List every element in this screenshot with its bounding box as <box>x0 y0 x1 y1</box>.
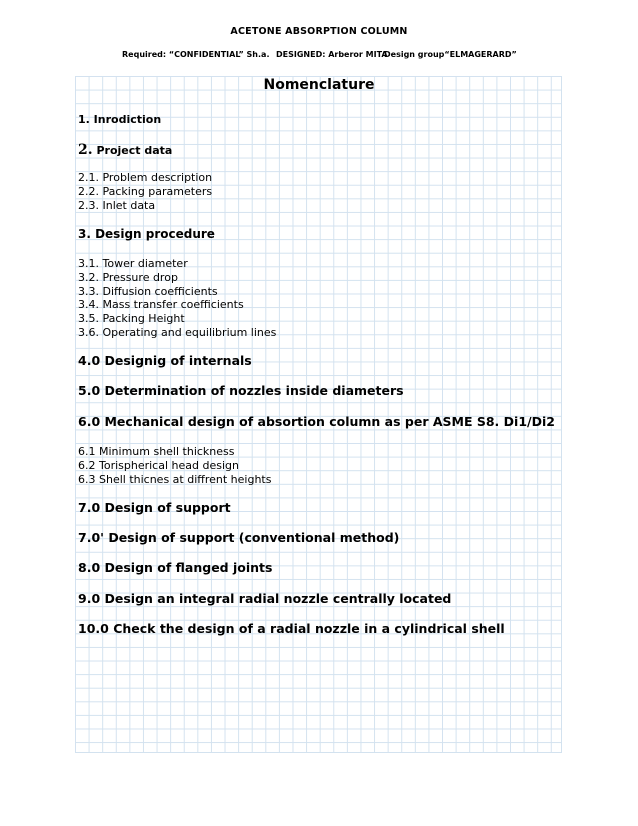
list-item: 3.5. Packing Height <box>78 312 185 325</box>
section-7-heading: 7.0 Design of support <box>78 500 231 515</box>
list-item: 2.2. Packing parameters <box>78 185 213 198</box>
designed-label: DESIGNED: Arberor MITA <box>276 50 388 59</box>
section-10-heading: 10.0 Check the design of a radial nozzle in a cylindrical shell <box>78 621 505 636</box>
list-item: 3.4. Mass transfer coefficients <box>78 298 244 311</box>
section-2-text: Project data <box>92 144 173 157</box>
list-item: 6.2 Torispherical head design <box>78 459 239 472</box>
list-item: 3.1. Tower diameter <box>78 257 188 270</box>
list-item: 6.3 Shell thicnes at diffrent heights <box>78 473 272 486</box>
section-3-heading: 3. Design procedure <box>78 227 215 241</box>
list-item: 2.1. Problem description <box>78 171 213 184</box>
list-item: 6.1 Minimum shell thickness <box>78 445 235 458</box>
section-2-number: 2. <box>78 142 93 158</box>
section-4-heading: 4.0 Designig of internals <box>78 353 252 368</box>
list-item: 3.6. Operating and equilibrium lines <box>78 326 277 339</box>
section-9-heading: 9.0 Design an integral radial nozzle centrally located <box>78 591 452 606</box>
section-5-heading: 5.0 Determination of nozzles inside diameters <box>78 383 404 398</box>
list-item: 3.3. Diffusion coefficients <box>78 285 218 298</box>
nomenclature-heading: Nomenclature <box>263 77 375 93</box>
section-2-heading <box>78 142 172 158</box>
document-title: ACETONE ABSORPTION COLUMN <box>230 26 408 37</box>
list-item: 3.2. Pressure drop <box>78 271 178 284</box>
section-8-heading: 8.0 Design of flanged joints <box>78 560 273 575</box>
required-label: Required: “CONFIDENTIAL” Sh.a. <box>122 50 270 59</box>
section-1-heading: 1. Inrodiction <box>78 113 162 126</box>
section-7b-heading: 7.0' Design of support (conventional method) <box>78 530 400 545</box>
list-item: 2.3. Inlet data <box>78 199 156 212</box>
section-6-heading: 6.0 Mechanical design of absortion column as per ASME S8. Di1/Di2 <box>78 414 555 429</box>
design-group-label: Design group“ELMAGERARD” <box>384 50 517 59</box>
